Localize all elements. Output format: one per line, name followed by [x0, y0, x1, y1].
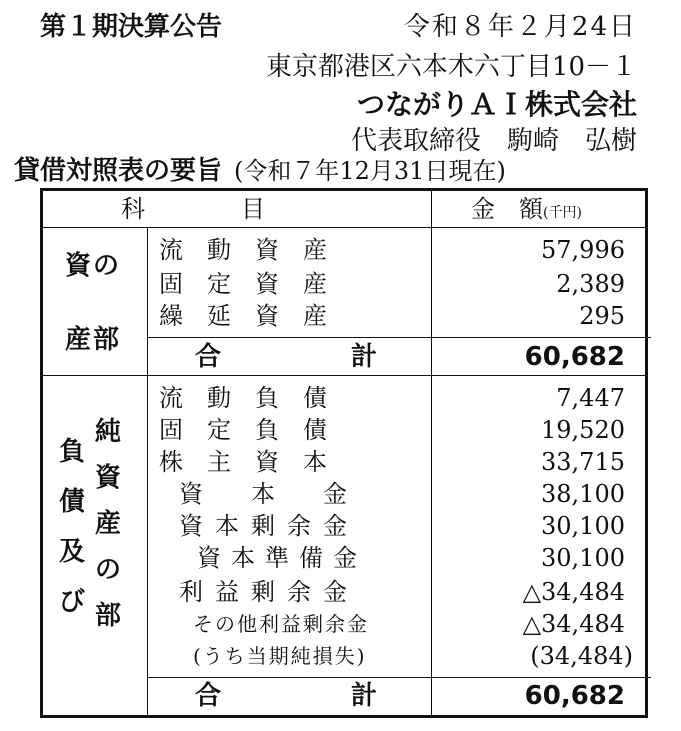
- liability-row-value: 7,447: [556, 384, 625, 412]
- liability-row-label: 資本準備金: [197, 544, 367, 572]
- statement-date: (令和７年12月31日現在): [234, 157, 506, 185]
- label-column-divider: [147, 227, 148, 715]
- liabilities-section-label-right: 純資産の部: [95, 417, 122, 631]
- liability-total-divider: [147, 677, 651, 678]
- statement-title: 貸借対照表の要旨: [14, 156, 223, 186]
- liability-row-label: 資本剰余金: [179, 512, 359, 540]
- amount-column-divider: [431, 191, 432, 715]
- head-kingaku-text: 金 額: [471, 195, 543, 223]
- asset-row-label: 固 定 資 産: [159, 270, 327, 298]
- asset-total-value: 60,682: [524, 342, 625, 372]
- header-divider: [43, 227, 645, 228]
- liability-row-label: (うち当期純損失): [193, 644, 367, 668]
- liability-row-label: 利益剰余金: [179, 578, 359, 606]
- liability-row-label: 株 主 資 本: [159, 448, 327, 476]
- liability-row-value: △34,484: [522, 610, 625, 638]
- liability-row-label: 固 定 負 債: [159, 416, 327, 444]
- asset-row-label: 流 動 資 産: [159, 236, 327, 264]
- asset-total-label: 合 計: [195, 342, 378, 372]
- assets-section-label-2: 産部: [65, 325, 122, 355]
- asset-row-value: 2,389: [556, 270, 625, 298]
- liability-total-value: 60,682: [524, 681, 625, 711]
- notice-title: 第１期決算公告: [40, 12, 223, 42]
- company-address: 東京都港区六本木六丁目10－１: [265, 52, 637, 82]
- liability-row-label: その他利益剰余金: [193, 612, 369, 636]
- asset-row-label: 繰 延 資 産: [159, 302, 327, 330]
- company-name: つながりＡＩ株式会社: [356, 88, 637, 121]
- notice-date: 令和８年２月24日: [403, 12, 637, 42]
- head-kingaku: [471, 196, 582, 226]
- head-kamoku: 科 目: [121, 195, 265, 223]
- asset-row-value: 57,996: [541, 236, 625, 264]
- liability-row-label: 資 本 金: [179, 480, 347, 508]
- liabilities-section-label-left: 負債及び: [59, 437, 86, 617]
- liability-row-value: (34,484): [530, 642, 633, 670]
- asset-row-value: 295: [579, 302, 625, 330]
- liability-total-label: 合 計: [195, 681, 378, 711]
- liability-row-label: 流 動 負 債: [159, 384, 327, 412]
- liability-row-value: 30,100: [541, 512, 625, 540]
- liability-row-value: 38,100: [541, 480, 625, 508]
- liability-row-value: △34,484: [522, 578, 625, 606]
- section-divider: [43, 375, 645, 376]
- balance-sheet-table: [40, 188, 648, 718]
- representative: 代表取締役 駒崎 弘樹: [350, 126, 637, 156]
- liability-row-value: 19,520: [541, 416, 625, 444]
- head-unit: (千円): [543, 205, 582, 221]
- liability-row-value: 30,100: [541, 544, 625, 572]
- assets-section-label-1: 資の: [65, 251, 122, 281]
- asset-total-divider: [147, 337, 651, 338]
- liability-row-value: 33,715: [541, 448, 625, 476]
